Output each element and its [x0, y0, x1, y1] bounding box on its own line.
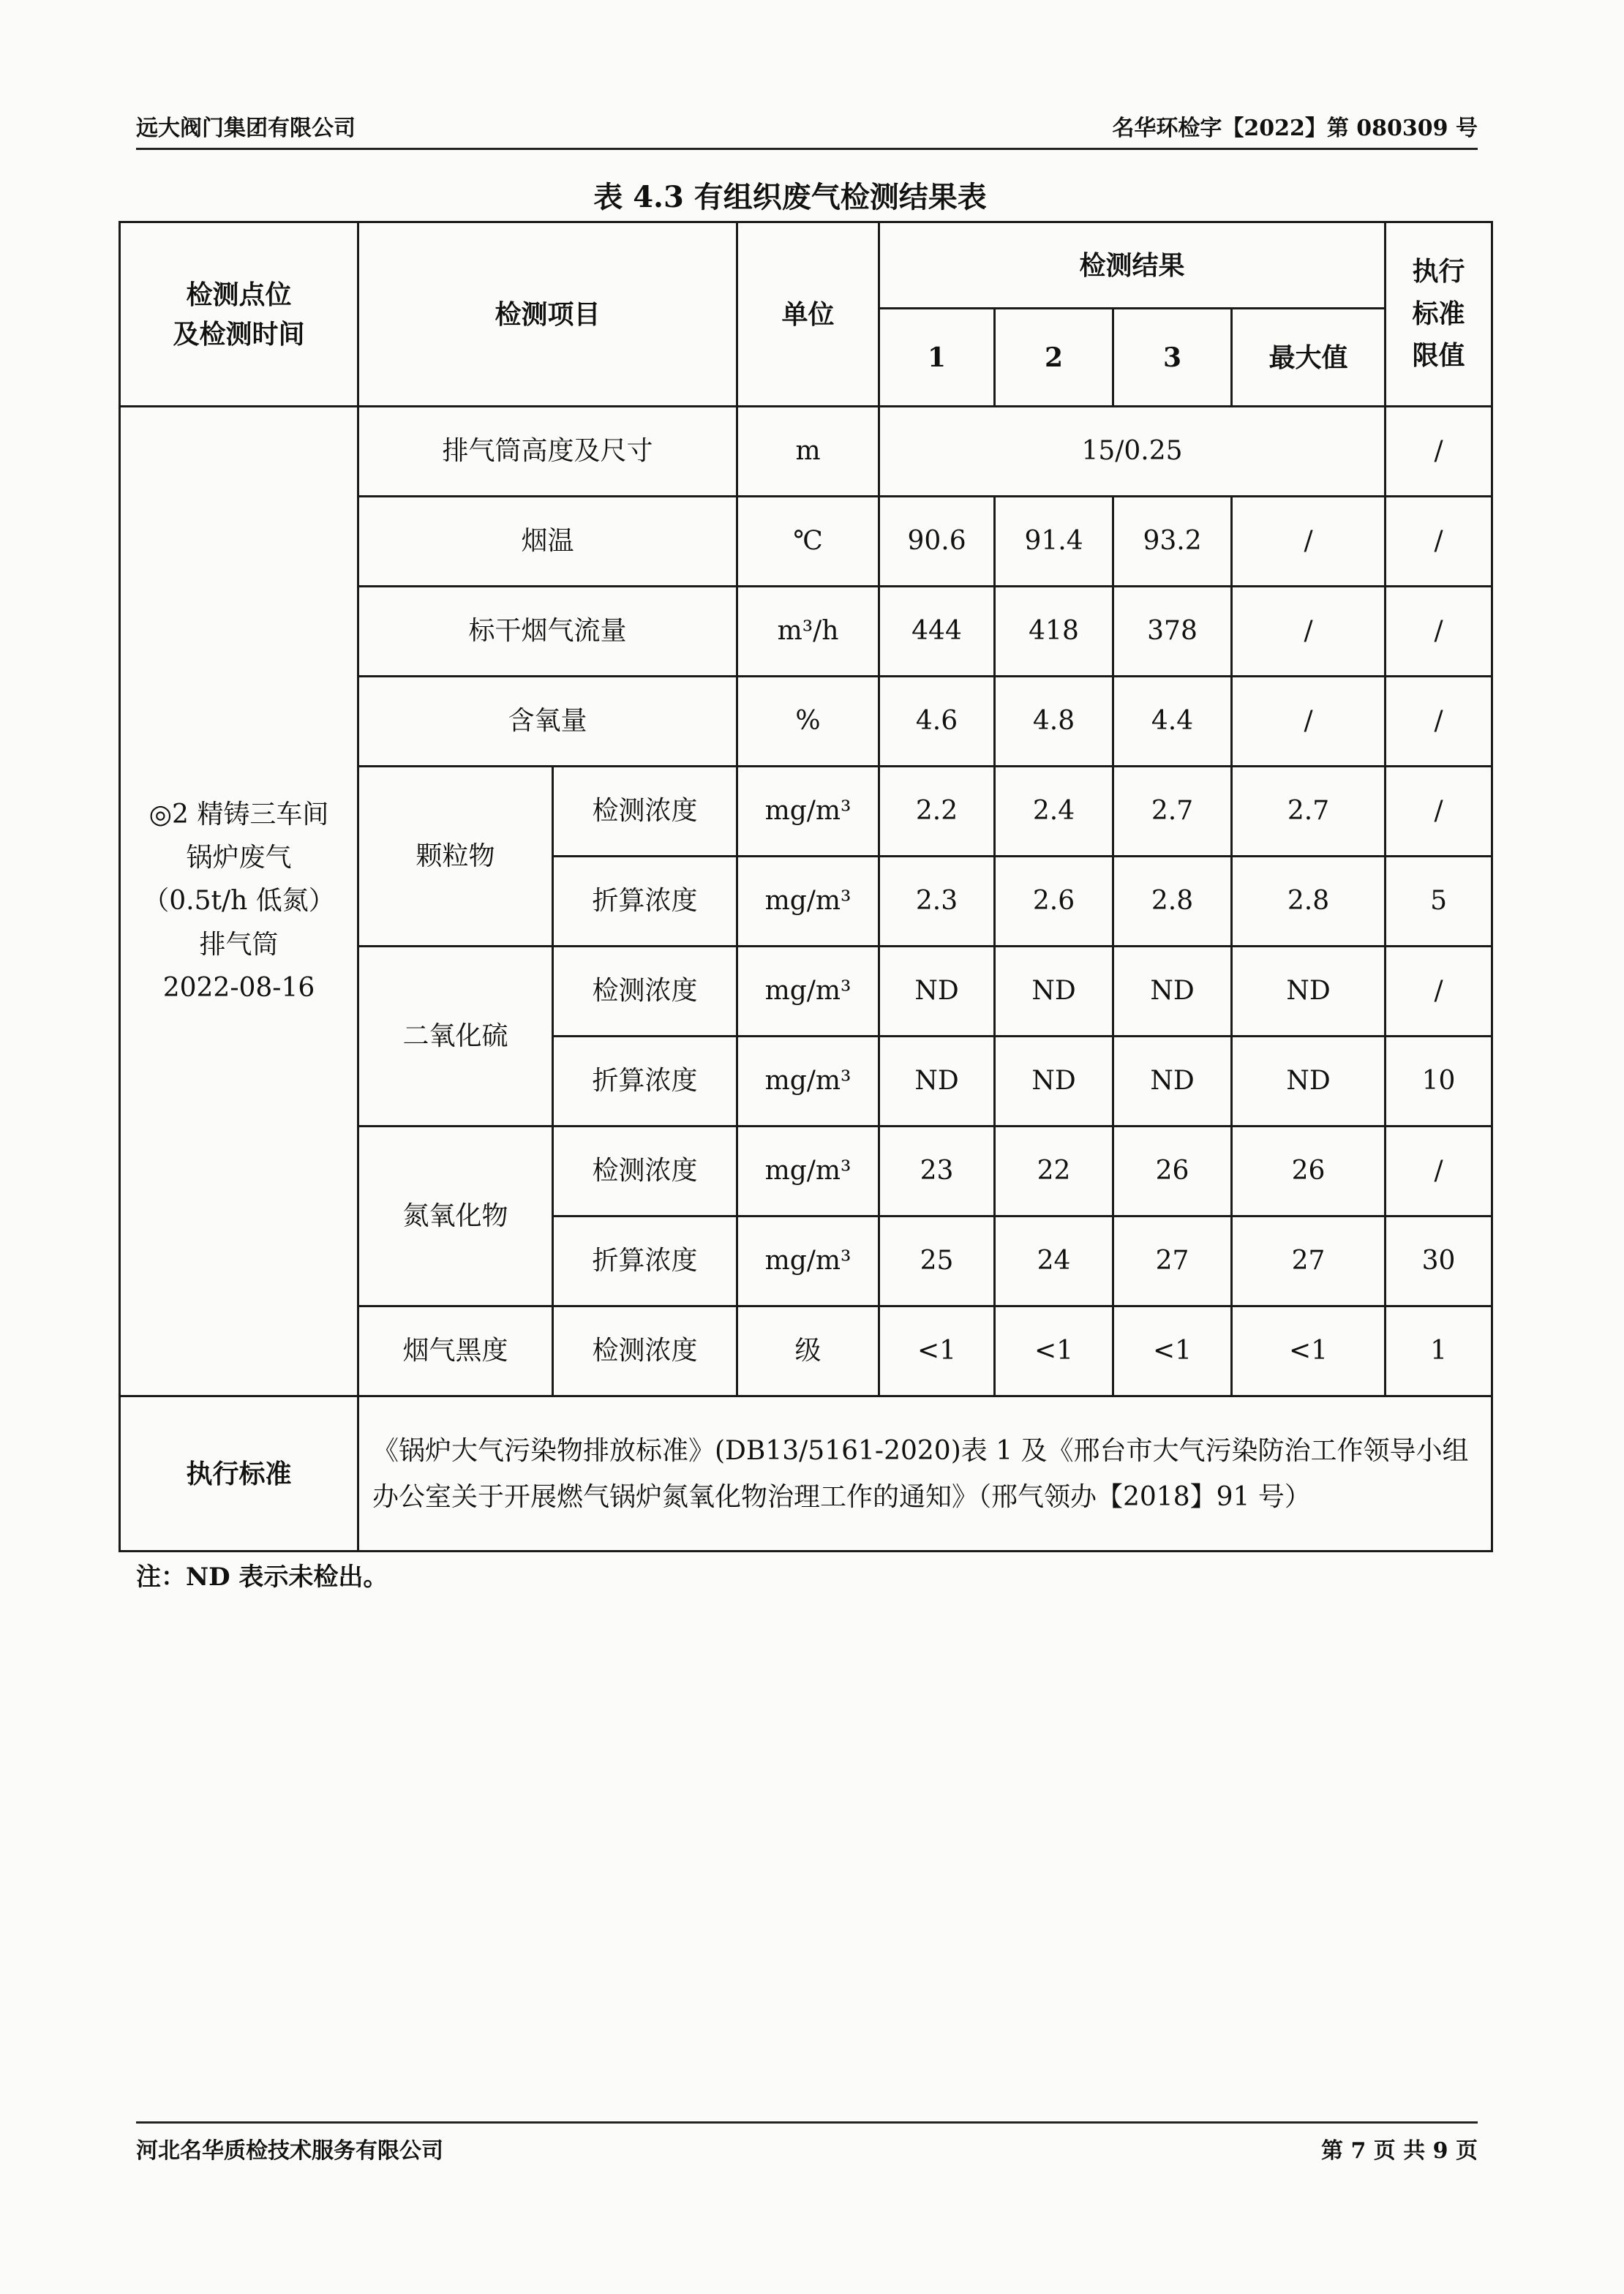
header-item: 检测项目 — [358, 222, 737, 407]
value-cell: 2.4 — [995, 767, 1113, 857]
header-row — [120, 222, 1492, 309]
page-header — [136, 110, 1478, 150]
pollutant-name: 颗粒物 — [358, 767, 553, 947]
limit-cell: 5 — [1386, 857, 1492, 947]
header-limit: 执行 标准 限值 — [1386, 222, 1492, 407]
value-cell: 93.2 — [1113, 497, 1232, 587]
value-cell: ND — [879, 1037, 995, 1127]
item-cell: 标干烟气流量 — [358, 587, 737, 677]
pollutant-name: 氮氧化物 — [358, 1127, 553, 1306]
value-cell: 91.4 — [995, 497, 1113, 587]
value-cell: 90.6 — [879, 497, 995, 587]
value-cell: 26 — [1113, 1127, 1232, 1216]
header-r2: 2 — [995, 309, 1113, 407]
max-cell: 2.7 — [1232, 767, 1386, 857]
limit-cell: 10 — [1386, 1037, 1492, 1127]
unit-cell: mg/m³ — [737, 857, 879, 947]
value-cell: 22 — [995, 1127, 1113, 1216]
max-cell: / — [1232, 677, 1386, 767]
point-label: ◎2 精铸三车间 锅炉废气 （0.5t/h 低氮） 排气筒 2022-08-16 — [120, 407, 358, 1396]
sub-item-cell: 折算浓度 — [553, 1037, 737, 1127]
limit-cell: / — [1386, 1127, 1492, 1216]
limit-cell: / — [1386, 497, 1492, 587]
unit-cell: mg/m³ — [737, 947, 879, 1037]
unit-cell: 级 — [737, 1306, 879, 1396]
table-body — [120, 222, 1492, 1552]
value-cell: 444 — [879, 587, 995, 677]
max-cell: 27 — [1232, 1216, 1386, 1306]
stack-limit: / — [1386, 407, 1492, 497]
header-results: 检测结果 — [879, 222, 1386, 309]
pollutant-name: 二氧化硫 — [358, 947, 553, 1127]
value-cell: 25 — [879, 1216, 995, 1306]
header-r3: 3 — [1113, 309, 1232, 407]
standard-label: 执行标准 — [120, 1396, 358, 1552]
unit-cell: mg/m³ — [737, 767, 879, 857]
value-cell: ND — [1113, 1037, 1232, 1127]
sub-item-cell: 检测浓度 — [553, 767, 737, 857]
limit-cell: 1 — [1386, 1306, 1492, 1396]
sub-item-cell: 检测浓度 — [553, 1306, 737, 1396]
value-cell: <1 — [879, 1306, 995, 1396]
value-cell: 4.6 — [879, 677, 995, 767]
value-cell: ND — [995, 1037, 1113, 1127]
max-cell: / — [1232, 497, 1386, 587]
stack-value: 15/0.25 — [879, 407, 1386, 497]
item-cell: 烟温 — [358, 497, 737, 587]
value-cell: <1 — [995, 1306, 1113, 1396]
sub-item-cell: 检测浓度 — [553, 947, 737, 1037]
value-cell: 2.3 — [879, 857, 995, 947]
value-cell: 378 — [1113, 587, 1232, 677]
page-footer — [136, 2121, 1478, 2165]
footer-org: 河北名华质检技术服务有限公司 — [136, 2138, 443, 2164]
unit-cell: mg/m³ — [737, 1127, 879, 1216]
unit-cell: mg/m³ — [737, 1216, 879, 1306]
value-cell: 24 — [995, 1216, 1113, 1306]
company-name: 远大阀门集团有限公司 — [136, 116, 356, 141]
limit-cell: / — [1386, 677, 1492, 767]
value-cell: 4.4 — [1113, 677, 1232, 767]
value-cell: ND — [995, 947, 1113, 1037]
sub-item-cell: 折算浓度 — [553, 1216, 737, 1306]
page-number: 第 7 页 共 9 页 — [1321, 2138, 1478, 2164]
max-cell: ND — [1232, 947, 1386, 1037]
pollutant-name: 烟气黑度 — [358, 1306, 553, 1396]
limit-cell: / — [1386, 587, 1492, 677]
table-row — [120, 407, 1492, 497]
limit-cell: / — [1386, 767, 1492, 857]
table-title: 表 4.3 有组织废气检测结果表 — [593, 180, 987, 214]
value-cell: 2.8 — [1113, 857, 1232, 947]
header-max: 最大值 — [1232, 309, 1386, 407]
unit-cell: m³/h — [737, 587, 879, 677]
unit-cell: % — [737, 677, 879, 767]
header-r1: 1 — [879, 309, 995, 407]
limit-cell: / — [1386, 947, 1492, 1037]
unit-cell: mg/m³ — [737, 1037, 879, 1127]
max-cell: <1 — [1232, 1306, 1386, 1396]
value-cell: 23 — [879, 1127, 995, 1216]
value-cell: ND — [879, 947, 995, 1037]
max-cell: 26 — [1232, 1127, 1386, 1216]
results-table — [119, 221, 1493, 1552]
value-cell: 27 — [1113, 1216, 1232, 1306]
value-cell: 2.7 — [1113, 767, 1232, 857]
report-number: 名华环检字【2022】第 080309 号 — [1112, 116, 1478, 141]
standard-text: 《锅炉大气污染物排放标准》(DB13/5161-2020)表 1 及《邢台市大气污染防治工作领导小组办公室关于开展燃气锅炉氮氧化物治理工作的通知》（邢气领办【2018】91 号） — [358, 1396, 1492, 1552]
header-point: 检测点位 及检测时间 — [120, 222, 358, 407]
sub-item-cell: 检测浓度 — [553, 1127, 737, 1216]
max-cell: ND — [1232, 1037, 1386, 1127]
value-cell: 2.2 — [879, 767, 995, 857]
sub-item-cell: 折算浓度 — [553, 857, 737, 947]
standard-row — [120, 1396, 1492, 1552]
value-cell: 2.6 — [995, 857, 1113, 947]
item-cell: 含氧量 — [358, 677, 737, 767]
value-cell: <1 — [1113, 1306, 1232, 1396]
value-cell: ND — [1113, 947, 1232, 1037]
note: 注：ND 表示未检出。 — [136, 1562, 388, 1592]
limit-cell: 30 — [1386, 1216, 1492, 1306]
stack-item: 排气筒高度及尺寸 — [358, 407, 737, 497]
max-cell: 2.8 — [1232, 857, 1386, 947]
stack-unit: m — [737, 407, 879, 497]
value-cell: 4.8 — [995, 677, 1113, 767]
max-cell: / — [1232, 587, 1386, 677]
value-cell: 418 — [995, 587, 1113, 677]
header-unit: 单位 — [737, 222, 879, 407]
unit-cell: ℃ — [737, 497, 879, 587]
